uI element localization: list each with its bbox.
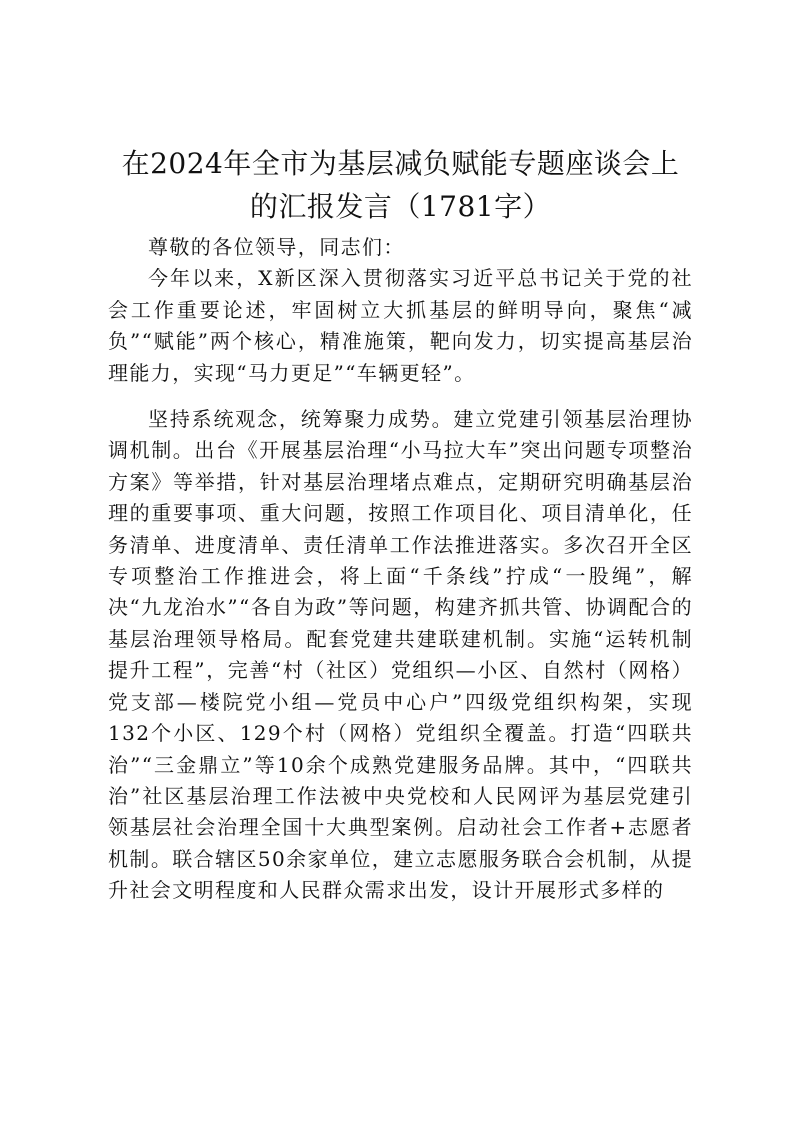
salutation: 尊敬的各位领导，同志们：	[148, 235, 405, 259]
paragraph-system: 坚持系统观念，统筹聚力成势。建立党建引领基层治理协调机制。出台《开展基层治理“小马拉大车”突出问题专项整治方案》等举措，针对基层治理堵点难点，定期研究明确基层治理的重要事项、重大问题，按照工作项目化、项目清单化，任务清单、进度清单、责任清单工作法推进落实。多次召开全区专项整治工作推进会，将上面“千条线”拧成“一股绳”，解决“九龙治水”“各自为政”等问题，构建齐抓共管、协调配合的基层治理领导格局。配套党建共建联建机制。实施“运转机制提升工程”，完善“村（社区）党组织—小区、自然村（网格）党支部—楼院党小组—党员中心户”四级党组织构架，实现132个小区、129个村（网格）党组织全覆盖。打造“四联共治”“三金鼎立”等10余个成熟党建服务品牌。其中，“四联共治”社区基层治理工作法被中央党校和人民网评为基层党建引领基层社会治理全国十大典型案例。启动社会工作者+志愿者机制。联合辖区50余家单位，建立志愿服务联合会机制，从提升社会文明程度和人民群众需求出发，设计开展形式多样的	[108, 407, 693, 903]
title-line-2: 的汇报发言（1781字）	[249, 190, 552, 223]
title-line-1: 在2024年全市为基层减负赋能专题座谈会上	[121, 147, 680, 180]
document-title	[108, 142, 693, 228]
paragraph-intro: 今年以来，X新区深入贯彻落实习近平总书记关于党的社会工作重要论述，牢固树立大抓基层的鲜明导向，聚焦“减负”“赋能”两个核心，精准施策，靶向发力，切实提高基层治理能力，实现“马力更足”“车辆更轻”。	[108, 266, 693, 385]
document-body	[108, 232, 693, 907]
